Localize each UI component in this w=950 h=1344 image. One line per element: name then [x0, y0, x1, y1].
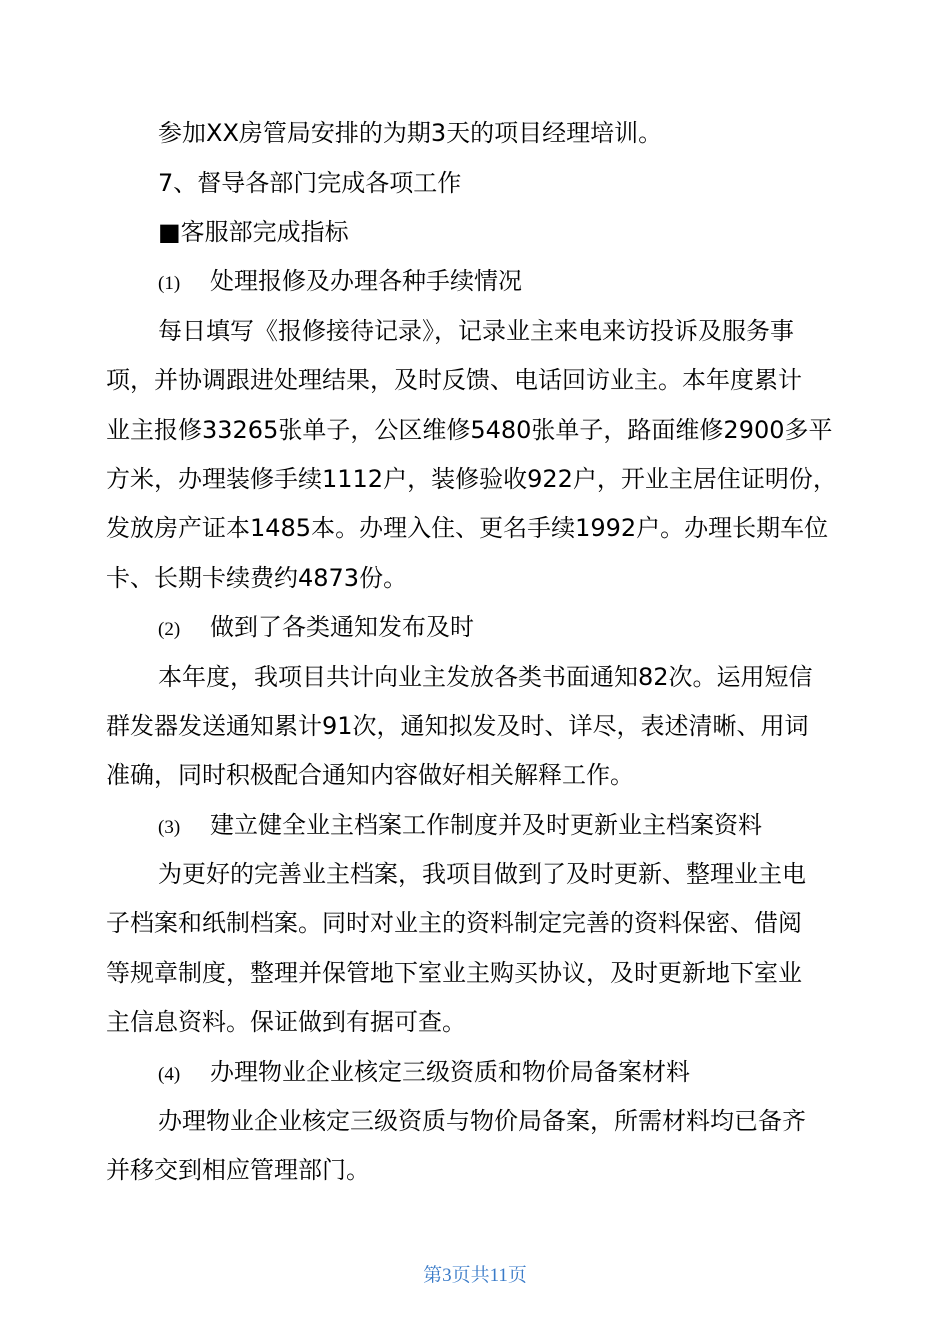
heading-customer-service-indicators: ■客服部完成指标	[158, 218, 349, 246]
subheading-1	[158, 261, 898, 301]
paragraph-line: 发放房产证本1485本。办理入住、更名手续1992户。办理长期车位	[106, 514, 829, 542]
paragraph-line: 群发器发送通知累计91次，通知拟发及时、详尽，表述清晰、用词	[106, 712, 809, 740]
subheading-2	[158, 607, 898, 647]
paragraph-line: 方米，办理装修手续1112户，装修验收922户，开业主居住证明份，	[106, 465, 837, 493]
list-marker-3: (3)	[158, 817, 181, 838]
paragraph-line: 每日填写《报修接待记录》，记录业主来电来访投诉及服务事	[158, 317, 794, 345]
paragraph-line: 子档案和纸制档案。同时对业主的资料制定完善的资料保密、借阅	[106, 909, 802, 937]
subheading-4	[158, 1052, 898, 1092]
paragraph-line: 主信息资料。保证做到有据可查。	[106, 1008, 466, 1036]
paragraph-line: 项，并协调跟进处理结果，及时反馈、电话回访业主。本年度累计	[106, 366, 802, 394]
list-marker-4: (4)	[158, 1064, 181, 1085]
paragraph-line: 办理物业企业核定三级资质与物价局备案，所需材料均已备齐	[158, 1107, 806, 1135]
page-number-footer: 第3页共11页	[423, 1265, 527, 1286]
paragraph-line: 并移交到相应管理部门。	[106, 1156, 370, 1184]
subheading-3	[158, 805, 898, 845]
list-marker-2: (2)	[158, 619, 181, 640]
paragraph-training: 参加XX房管局安排的为期3天的项目经理培训。	[158, 119, 663, 147]
paragraph-line: 准确，同时积极配合通知内容做好相关解释工作。	[106, 761, 634, 789]
heading-supervise-departments: 7、督导各部门完成各项工作	[158, 169, 462, 197]
subheading-2-text: 做到了各类通知发布及时	[210, 613, 474, 641]
paragraph-line: 等规章制度，整理并保管地下室业主购买协议，及时更新地下室业	[106, 959, 802, 987]
subheading-1-text: 处理报修及办理各种手续情况	[210, 267, 522, 295]
list-marker-1: (1)	[158, 273, 181, 294]
subheading-3-text: 建立健全业主档案工作制度并及时更新业主档案资料	[210, 811, 762, 839]
paragraph-line: 卡、长期卡续费约4873份。	[106, 564, 408, 592]
paragraph-line: 本年度，我项目共计向业主发放各类书面通知82次。运用短信	[158, 663, 813, 691]
paragraph-line: 为更好的完善业主档案，我项目做到了及时更新、整理业主电	[158, 860, 806, 888]
paragraph-line: 业主报修33265张单子，公区维修5480张单子，路面维修2900多平	[106, 416, 833, 444]
subheading-4-text: 办理物业企业核定三级资质和物价局备案材料	[210, 1058, 690, 1086]
